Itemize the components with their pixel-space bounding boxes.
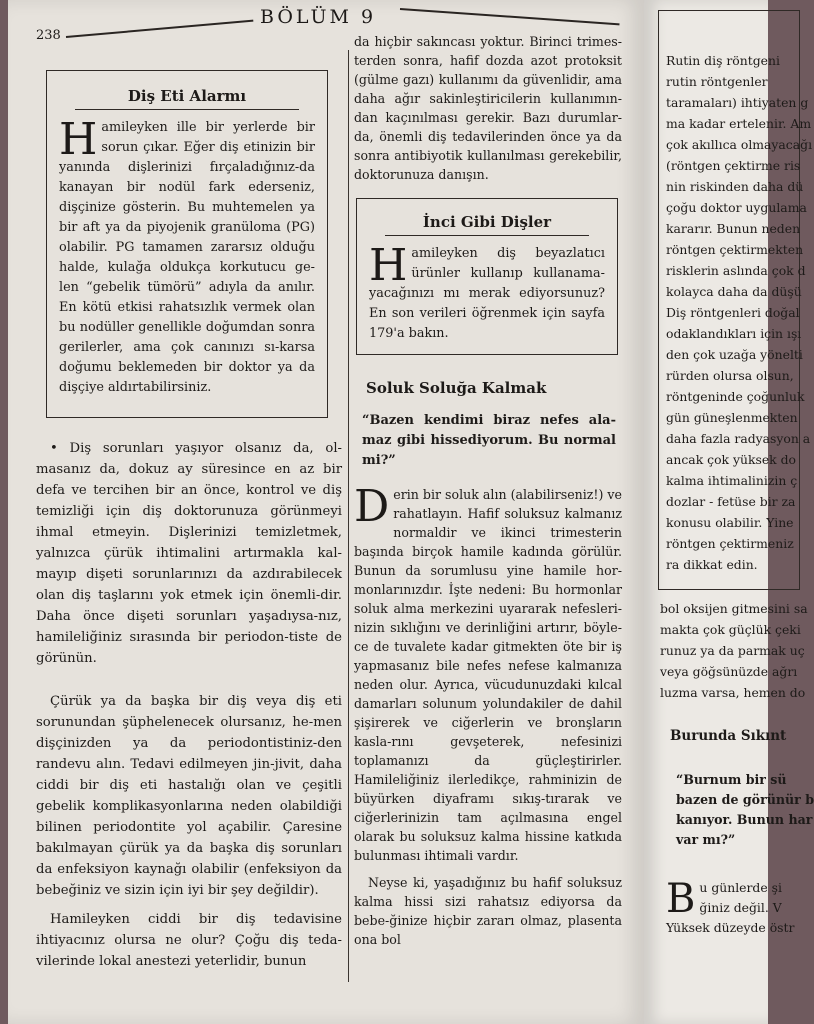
left-paragraph-3: Hamileyken ciddi bir diş tedavisine ihtiyacınız olursa ne olur? Çoğu diş teda-vilerinde lokal anestezi yeterlidir, bunun xyxy=(36,912,342,969)
xray-line: odaklandıkları için ışı xyxy=(666,326,802,341)
next-question xyxy=(676,770,814,850)
gum-alarm-title: Diş Eti Alarmı xyxy=(127,87,247,105)
xray-line: Diş röntgenleri doğal xyxy=(666,305,800,320)
next-answer xyxy=(666,878,794,938)
xray-line: taramaları) ihtiyaten g xyxy=(666,95,809,110)
xray-line: daha fazla radyasyon a xyxy=(666,431,811,446)
xray-line: röntgeninde çoğunluk xyxy=(666,389,805,404)
next-answer-line: u günlerde şi xyxy=(699,880,782,895)
xray-line: rutin röntgenler xyxy=(666,74,768,89)
chapter-title: BÖLÜM 9 xyxy=(260,6,377,28)
pearl-teeth-text: amileyken diş beyazlatıcı ürünler kullanıp kullanama-yacağınızı mı merak ediyorsunuz? En son verileri öğrenmek için sayfa 179'a bakın. xyxy=(369,246,605,341)
next-answer-line: ğiniz değil. V xyxy=(699,900,782,915)
section-heading: Soluk Soluğa Kalmak xyxy=(366,379,547,397)
gum-alarm-text: amileyken ille bir yerlerde bir sorun çıkar. Eğer diş etinizin bir yanında dişlerinizi fırçaladığınız-da kanayan bir nodül fark ederseniz, dişçinize gösterin. Bu muhtemelen ya bir aft ya da piyojenik granüloma (PG) olabilir. PG tamamen zararsız olduğu halde, kulağa oldukça korkutucu ge-len “gebelik tümörü” adıyla da anılır. En kötü etkisi rahatsızlık vermek olan bu nodüller genellikle doğumdan sonra gerilerler, ama çok canınızı sı-karsa doğumu beklemeden bir doktor ya da dişçiye aldırtabilirsiniz. xyxy=(59,120,315,395)
next-answer-line: Yüksek düzeyde östr xyxy=(666,920,795,935)
pearl-teeth-title-rule xyxy=(385,235,589,236)
answer-dropcap: D xyxy=(354,481,390,532)
next-question-line: bazen de görünür b xyxy=(676,792,814,807)
gum-alarm-text-block xyxy=(59,114,315,398)
pearl-teeth-text-block xyxy=(369,240,605,344)
gum-alarm-dropcap: H xyxy=(59,114,98,165)
xray-line: Rutin diş röntgeni xyxy=(666,53,780,68)
reader-question: “Bazen kendimi biraz nefes ala-maz gibi hissediyorum. Bu normal mi?” xyxy=(362,413,616,468)
xray-line: kolayca daha da düşü xyxy=(666,284,802,299)
xray-box-text xyxy=(666,50,812,575)
pearl-teeth-title: İnci Gibi Dişler xyxy=(422,213,552,231)
continued-text xyxy=(660,598,808,703)
xray-line: nin riskinden daha dü xyxy=(666,179,804,194)
pearl-teeth-dropcap: H xyxy=(369,240,408,291)
xray-line: konusu olabilir. Yine xyxy=(666,515,794,530)
continued-line: bol oksijen gitmesini sa xyxy=(660,601,808,616)
xray-line: dozlar - fetüse bir za xyxy=(666,494,796,509)
xray-line: ma kadar ertelenir. Am xyxy=(666,116,812,131)
book-page-left xyxy=(8,0,644,1024)
left-paragraph-2: Çürük ya da başka bir diş veya diş eti sorunundan şüphelenecek olursanız, he-men dişçinizden ya da periodontistiniz-den randevu alın. Tedavi edilmeyen jin-jivit, daha ciddi bir diş eti hastalığı olan ve çeşitli gebelik komplikasyonlarına neden olabildiği bilinen periodontite yol açabilir. Çaresine bakılmayan çürük ya da başka diş sorunları da enfeksiyon kaynağı olabilir (enfeksiyon da bebeğiniz ve sizin için iyi bir şey değildir). xyxy=(36,694,342,898)
header-rule-left xyxy=(66,20,253,38)
xray-line: kalma ihtimalinizin ç xyxy=(666,473,798,488)
xray-line: çok akıllıca olmayacağı xyxy=(666,137,813,152)
gum-alarm-box xyxy=(46,70,328,418)
continued-line: veya göğsünüzde ağrı xyxy=(660,664,798,679)
next-question-line: “Burnum bir sü xyxy=(676,772,787,787)
xray-line: kararır. Bunun neden xyxy=(666,221,801,236)
xray-line: röntgen çektirmeniz xyxy=(666,536,794,551)
book-page-right xyxy=(644,0,814,1024)
xray-line: (röntgen çektirme ris xyxy=(666,158,801,173)
continued-line: luzma varsa, hemen do xyxy=(660,685,806,700)
xray-line: gün güneşlenmekten xyxy=(666,410,798,425)
answer-paragraph-2: Neyse ki, yaşadığınız bu hafif soluksuz kalma hissi sizi rahatsız ediyorsa da bebe-ğinize hiçbir zararı olmaz, plasenta ona bol xyxy=(354,875,622,947)
xray-line: ancak çok yüksek do xyxy=(666,452,797,467)
right-intro-paragraph: da hiçbir sakıncası yoktur. Birinci trimes-terden sonra, hafif dozda azot protoksit (gülme gazı) kullanımı da güvenlidir, ama daha ağır sakinleştiricilerin kullanımın-dan kaçınılması gerekir. Bazı durumlar-da, önemli diş tedavilerinden önce ya da sonra antibiyotik kullanılması gerekebilir, doktorunuza danışın. xyxy=(354,34,622,182)
page-number: 238 xyxy=(36,28,61,43)
next-answer-dropcap: B xyxy=(666,876,696,922)
next-section-heading: Burunda Sıkınt xyxy=(670,728,787,744)
answer-paragraph-1 xyxy=(344,481,622,865)
xray-line: rürden olursa olsun, xyxy=(666,368,794,383)
pearl-teeth-box xyxy=(356,198,618,355)
continued-line: makta çok güçlük çeki xyxy=(660,622,801,637)
xray-line: çoğu doktor uygulama xyxy=(666,200,807,215)
next-question-line: kanıyor. Bunun har xyxy=(676,812,813,827)
right-column xyxy=(344,32,622,957)
xray-line: röntgen çektirmekten xyxy=(666,242,804,257)
left-paragraph-1: • Diş sorunları yaşıyor olsanız da, ol-masanız da, dokuz ay süresince en az bir defa ve tercihen bir an önce, kontrol ve diş temizliği için diş doktorunuza görünmeyi ihmal etmeyin. Dişlerinizi temizletmek, yalnızca çürük ihtimalini artırmakla kal-mayıp dişeti sorunlarınızı da azdırabilecek olan diş taşlarını yok etmek için önemli-dir. Daha önce dişeti sorunları yaşadıysa-nız, hamileliğiniz sırasında bir periodon-tiste de görünün. xyxy=(36,441,342,666)
xray-line: den çok uzağa yönelti xyxy=(666,347,803,362)
xray-line: ra dikkat edin. xyxy=(666,557,758,572)
next-question-line: var mı?” xyxy=(676,832,736,847)
gum-alarm-title-rule xyxy=(75,109,299,110)
header-rule-right xyxy=(400,8,620,25)
answer-paragraph-1-text: erin bir soluk alın (alabilirseniz!) ve rahatlayın. Hafif soluksuz kalmanız normaldir ve ikinci trimesterin başında birçok hamile kadında görülür. Bunun da sorumlusu yine hamile hor-monlarınızdır. İşte nedeni: Bu hormonlar soluk alma merkezini uyararak nefesleri-nizin sıklığını ve derinliğini artırır, böyle-ce de tuvalete kadar gitmekten öte bir iş yapmasanız bile nefes nefese kalmanıza neden olur. Ayrıca, vücudunuzdaki kılcal damarları solunum yolundakiler de dahil şişirerek ve ciğerlerin ve bronşların kasla-rını gevşeterek, nefesinizi toplamanızı da güçleştirirler. Hamileliğiniz ilerledikçe, rahminizin de büyürken diyaframı sıkış-tırarak ve ciğerlerinizin tam açılmasına engel olarak bu soluksuz kalma hissine katkıda bulunması ihtimali vardır. xyxy=(354,487,622,863)
continued-line: runuz ya da parmak uç xyxy=(660,643,805,658)
xray-line: risklerin aslında çok d xyxy=(666,263,806,278)
left-column xyxy=(36,46,342,980)
